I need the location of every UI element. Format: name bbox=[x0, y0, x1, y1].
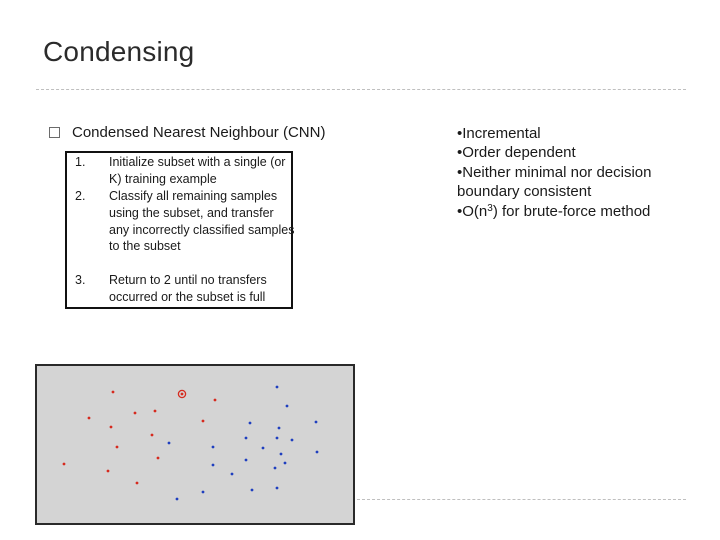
blue-class-point bbox=[202, 491, 205, 494]
scatter-plot-canvas bbox=[37, 366, 357, 527]
step-text: Classify all remaining samples using the subset, and transfer any incorrectly classified samples to the subset bbox=[109, 189, 295, 254]
main-bullet-text: Condensed Nearest Neighbour (CNN) bbox=[72, 124, 326, 141]
red-class-point bbox=[116, 446, 119, 449]
red-class-point bbox=[63, 463, 66, 466]
blue-class-point bbox=[262, 447, 265, 450]
complexity-exponent: 3 bbox=[487, 202, 493, 214]
blue-class-point bbox=[284, 462, 287, 465]
red-class-point bbox=[107, 470, 110, 473]
property-complexity bbox=[457, 202, 697, 221]
blue-class-point bbox=[231, 473, 234, 476]
complexity-prefix: •O(n bbox=[457, 202, 488, 220]
blue-class-point bbox=[276, 437, 279, 440]
square-bullet-icon bbox=[49, 127, 60, 138]
red-class-point bbox=[151, 434, 154, 437]
step-number: 1. bbox=[75, 155, 86, 169]
red-class-point bbox=[154, 410, 157, 413]
step-text: Initialize subset with a single (or K) training example bbox=[109, 155, 286, 186]
blue-class-point bbox=[315, 421, 318, 424]
red-class-point bbox=[88, 417, 91, 420]
complexity-suffix: ) for brute-force method bbox=[492, 202, 651, 220]
properties-list bbox=[457, 124, 697, 221]
blue-class-point bbox=[212, 446, 215, 449]
blue-class-point bbox=[286, 405, 289, 408]
blue-class-point bbox=[212, 464, 215, 467]
initial-subset-point bbox=[181, 393, 184, 396]
property-order-dependent: •Order dependent bbox=[457, 144, 576, 162]
step-number: 3. bbox=[75, 273, 86, 287]
property-incremental: •Incremental bbox=[457, 125, 541, 142]
red-class-point bbox=[134, 412, 137, 415]
blue-class-point bbox=[278, 427, 281, 430]
step-number: 2. bbox=[75, 189, 86, 203]
title-divider bbox=[36, 89, 686, 90]
blue-class-point bbox=[176, 498, 179, 501]
red-class-point bbox=[136, 482, 139, 485]
blue-class-point bbox=[280, 453, 283, 456]
blue-class-point bbox=[245, 437, 248, 440]
blue-class-point bbox=[249, 422, 252, 425]
red-class-point bbox=[112, 391, 115, 394]
blue-class-point bbox=[251, 489, 254, 492]
blue-class-point bbox=[168, 442, 171, 445]
property-neither-minimal: •Neither minimal nor decision bbox=[457, 163, 652, 181]
red-class-point bbox=[157, 457, 160, 460]
red-class-point bbox=[214, 399, 217, 402]
blue-class-point bbox=[274, 467, 277, 470]
blue-class-point bbox=[276, 386, 279, 389]
step-text: Return to 2 until no transfers occurred or the subset is full bbox=[109, 273, 267, 304]
scatter-plot bbox=[35, 364, 355, 525]
blue-class-point bbox=[245, 459, 248, 462]
property-boundary-consistent: boundary consistent bbox=[457, 183, 592, 201]
blue-class-point bbox=[291, 439, 294, 442]
blue-class-point bbox=[316, 451, 319, 454]
blue-class-point bbox=[276, 487, 279, 490]
red-class-point bbox=[202, 420, 205, 423]
red-class-point bbox=[110, 426, 113, 429]
slide-title: Condensing bbox=[43, 36, 195, 67]
